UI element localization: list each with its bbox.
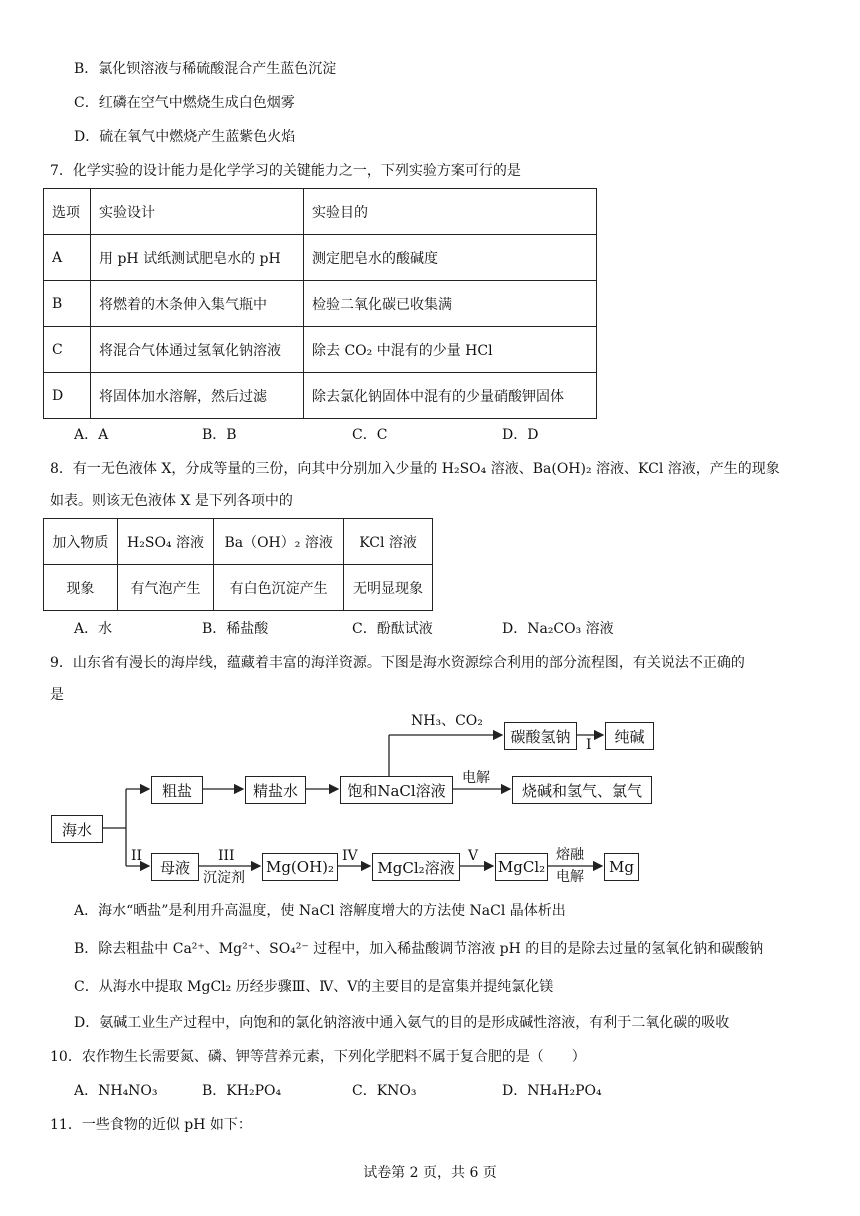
q9-stem-line1: 9．山东省有漫长的海岸线，蕴藏着丰富的海洋资源。下图是海水资源综合利用的部分流程图，有关说法不正确的	[50, 655, 745, 671]
table-cell: 将混合气体通过氢氧化钠溶液	[91, 327, 304, 373]
table-cell: Ba（OH）₂ 溶液	[214, 519, 344, 565]
label-step-iii: III	[218, 848, 235, 864]
q9-option-a: A．海水“晒盐”是利用升高温度，使 NaCl 溶解度增大的方法使 NaCl 晶体析出	[74, 903, 566, 919]
node-caustic-soda: 烧碱和氢气、氯气	[512, 776, 652, 804]
table-cell: A	[44, 235, 91, 281]
q8-stem-line2: 如表。则该无色液体 X 是下列各项中的	[50, 493, 293, 509]
q6-option-d: D．硫在氧气中燃烧产生蓝紫色火焰	[74, 129, 296, 145]
table-cell: 现象	[44, 565, 118, 611]
label-electrolysis: 电解	[462, 770, 490, 786]
q6-option-c: C．红磷在空气中燃烧生成白色烟雾	[74, 95, 295, 111]
label-electrolysis-2: 电解	[556, 869, 584, 885]
label-step-ii: II	[131, 848, 143, 864]
label-step-v: V	[468, 848, 479, 864]
q7-option-a: A．A	[74, 427, 109, 443]
table-cell: 无明显现象	[344, 565, 433, 611]
q9-option-b: B．除去粗盐中 Ca²⁺、Mg²⁺、SO₄²⁻ 过程中，加入稀盐酸调节溶液 pH 的目的是除去过量的氢氧化钠和碳酸钠	[74, 941, 764, 957]
table-cell: C	[44, 327, 91, 373]
node-mother-liquor: 母液	[151, 853, 199, 881]
table-cell: KCl 溶液	[344, 519, 433, 565]
table-cell: 有白色沉淀产生	[214, 565, 344, 611]
q10-stem: 10．农作物生长需要氮、磷、钾等营养元素，下列化学肥料不属于复合肥的是（ ）	[50, 1049, 586, 1065]
table-header-cell: 实验设计	[91, 189, 304, 235]
table-cell: D	[44, 373, 91, 419]
node-mg: Mg	[604, 853, 639, 881]
q7-stem: 7．化学实验的设计能力是化学学习的关键能力之一，下列实验方案可行的是	[50, 163, 521, 179]
label-step-iv: IV	[342, 848, 358, 864]
node-soda-ash: 纯碱	[605, 722, 654, 750]
q9-option-d: D．氨碱工业生产过程中，向饱和的氯化钠溶液中通入氨气的目的是形成碱性溶液，有利于二氧化碳的吸收	[74, 1015, 730, 1031]
table-cell: 用 pH 试纸测试肥皂水的 pH	[91, 235, 304, 281]
q8-option-d: D．Na₂CO₃ 溶液	[502, 621, 614, 637]
q6-option-b: B．氯化钡溶液与稀硫酸混合产生蓝色沉淀	[74, 61, 337, 77]
node-mgcl2-solution: MgCl₂溶液	[372, 853, 460, 881]
q7-option-d: D．D	[502, 427, 539, 443]
node-brine: 精盐水	[245, 776, 306, 804]
table-cell: 检验二氧化碳已收集满	[304, 281, 597, 327]
node-mgcl2: MgCl₂	[495, 853, 548, 881]
label-molten: 熔融	[556, 847, 584, 863]
q11-stem: 11．一些食物的近似 pH 如下：	[50, 1117, 252, 1133]
node-saturated-nacl: 饱和NaCl溶液	[340, 776, 453, 804]
table-cell: 测定肥皂水的酸碱度	[304, 235, 597, 281]
q7-option-c: C．C	[352, 427, 388, 443]
table-cell: 加入物质	[44, 519, 118, 565]
label-nh3-co2: NH₃、CO₂	[411, 713, 483, 729]
q10-option-c: C．KNO₃	[352, 1083, 417, 1099]
table-cell: 除去氯化钠固体中混有的少量硝酸钾固体	[304, 373, 597, 419]
node-seawater: 海水	[51, 815, 103, 843]
q9-stem-line2: 是	[50, 687, 64, 703]
q10-option-d: D．NH₄H₂PO₄	[502, 1083, 602, 1099]
page-footer: 试卷第 2 页，共 6 页	[363, 1165, 497, 1181]
table-cell: 将固体加水溶解，然后过滤	[91, 373, 304, 419]
q8-stem-line1: 8．有一无色液体 X，分成等量的三份，向其中分别加入少量的 H₂SO₄ 溶液、Ba(OH)₂ 溶液、KCl 溶液，产生的现象	[50, 461, 780, 477]
table-cell: B	[44, 281, 91, 327]
node-crude-salt: 粗盐	[151, 776, 203, 804]
node-mg-hydroxide: Mg(OH)₂	[262, 853, 338, 881]
table-cell: H₂SO₄ 溶液	[117, 519, 213, 565]
q8-option-c: C．酚酞试液	[352, 621, 433, 637]
node-sodium-bicarbonate: 碳酸氢钠	[504, 722, 577, 750]
table-header-cell: 选项	[44, 189, 91, 235]
table-cell: 除去 CO₂ 中混有的少量 HCl	[304, 327, 597, 373]
label-precipitant: 沉淀剂	[203, 870, 245, 886]
q7-option-b: B．B	[202, 427, 237, 443]
table-cell: 有气泡产生	[117, 565, 213, 611]
q8-option-b: B．稀盐酸	[202, 621, 269, 637]
label-step-i: I	[586, 737, 592, 753]
q10-option-a: A．NH₄NO₃	[74, 1083, 158, 1099]
q8-option-a: A．水	[74, 621, 113, 637]
table-cell: 将燃着的木条伸入集气瓶中	[91, 281, 304, 327]
q9-option-c: C．从海水中提取 MgCl₂ 历经步骤Ⅲ、Ⅳ、Ⅴ的主要目的是富集并提纯氯化镁	[74, 979, 554, 995]
table-header-cell: 实验目的	[304, 189, 597, 235]
q10-option-b: B．KH₂PO₄	[202, 1083, 282, 1099]
